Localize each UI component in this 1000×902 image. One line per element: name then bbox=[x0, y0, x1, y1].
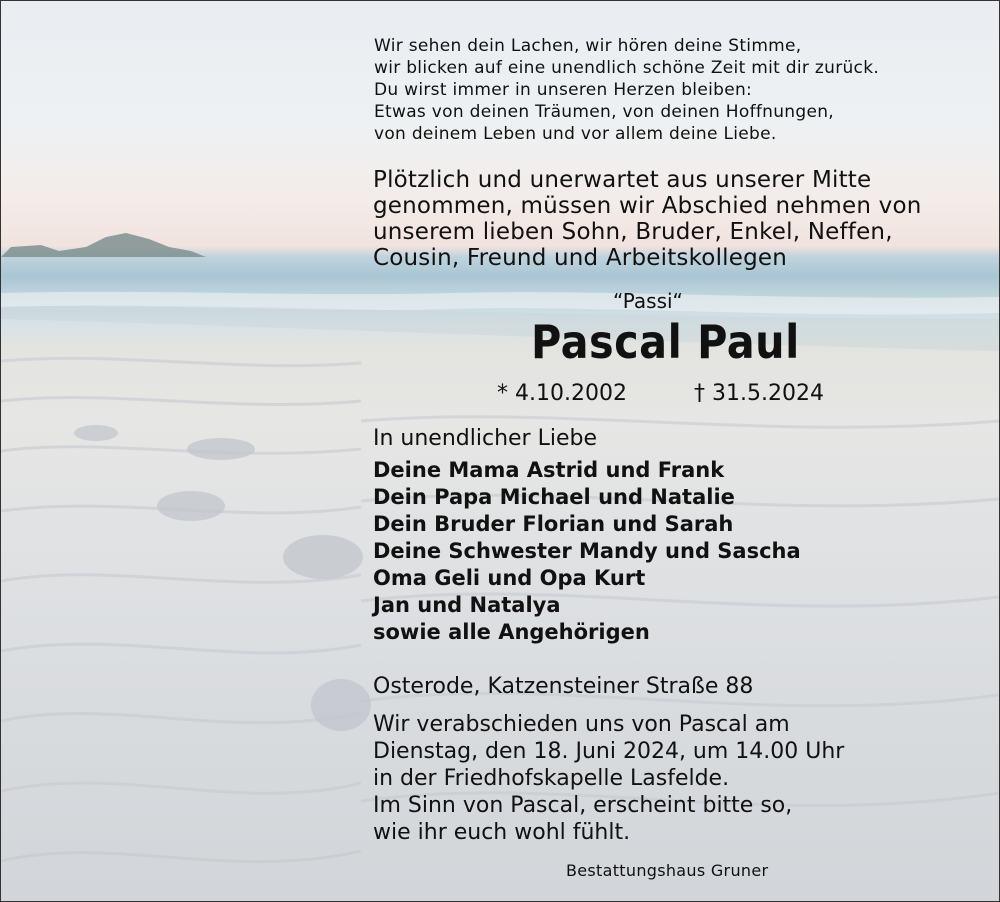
intro-line-4: Cousin, Freund und Arbeitskollegen bbox=[373, 245, 788, 271]
family-line-1: Deine Mama Astrid und Frank bbox=[373, 458, 725, 482]
deceased-name: Pascal Paul bbox=[531, 315, 800, 369]
nickname: “Passi“ bbox=[613, 289, 683, 313]
poem-line-4: Etwas von deinen Träumen, von deinen Hoffnungen, bbox=[374, 102, 835, 122]
intro-line-3: unserem lieben Sohn, Bruder, Enkel, Neffen, bbox=[373, 219, 893, 245]
death-date: † 31.5.2024 bbox=[694, 381, 824, 406]
notice-text bbox=[1, 1, 999, 901]
poem-line-2: wir blicken auf eine unendlich schöne Zeit mit dir zurück. bbox=[374, 58, 880, 78]
intro-line-2: genommen, müssen wir Abschied nehmen von bbox=[373, 193, 922, 219]
undertaker-name: Bestattungshaus Gruner bbox=[566, 861, 769, 880]
love-line: In unendlicher Liebe bbox=[373, 426, 597, 451]
intro-line-1: Plötzlich und unerwartet aus unserer Mitte bbox=[373, 167, 872, 193]
family-line-5: Oma Geli und Opa Kurt bbox=[373, 566, 646, 590]
funeral-line-2: Dienstag, den 18. Juni 2024, um 14.00 Uhr bbox=[373, 739, 845, 764]
funeral-line-1: Wir verabschieden uns von Pascal am bbox=[373, 712, 790, 737]
family-line-2: Dein Papa Michael und Natalie bbox=[373, 485, 735, 509]
funeral-line-5: wie ihr euch wohl fühlt. bbox=[373, 820, 631, 845]
poem-line-5: von deinem Leben und vor allem deine Liebe. bbox=[374, 124, 777, 144]
family-line-7: sowie alle Angehörigen bbox=[373, 620, 650, 644]
poem-line-1: Wir sehen dein Lachen, wir hören deine Stimme, bbox=[374, 36, 802, 56]
address: Osterode, Katzensteiner Straße 88 bbox=[373, 674, 754, 699]
funeral-line-4: Im Sinn von Pascal, erscheint bitte so, bbox=[373, 793, 793, 818]
funeral-line-3: in der Friedhofskapelle Lasfelde. bbox=[373, 766, 730, 791]
family-line-3: Dein Bruder Florian und Sarah bbox=[373, 512, 734, 536]
poem-line-3: Du wirst immer in unseren Herzen bleiben: bbox=[374, 80, 753, 100]
birth-date: * 4.10.2002 bbox=[497, 381, 627, 406]
family-line-4: Deine Schwester Mandy und Sascha bbox=[373, 539, 801, 563]
family-line-6: Jan und Natalya bbox=[373, 593, 561, 617]
